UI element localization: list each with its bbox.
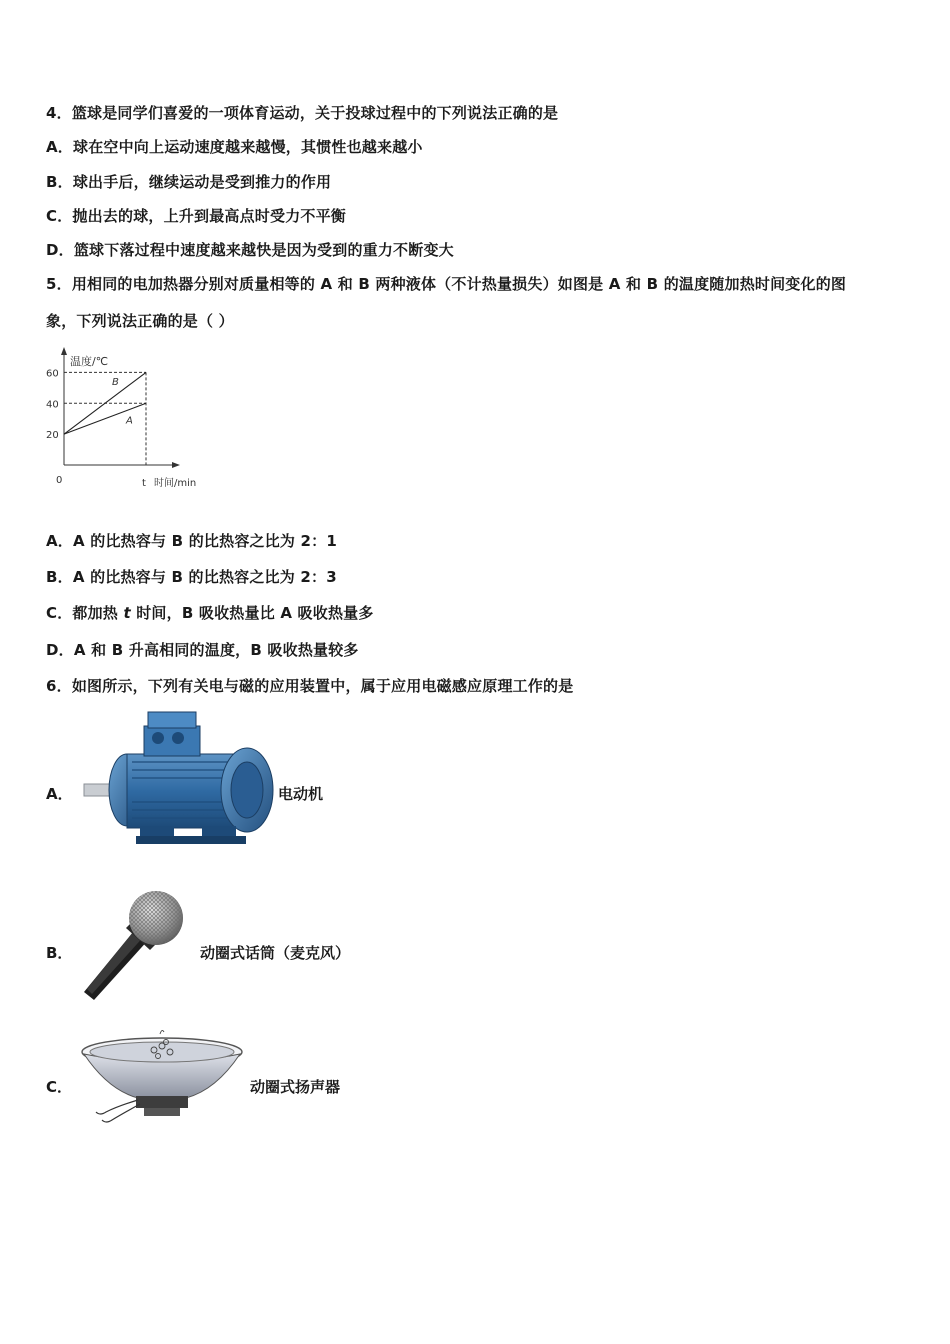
q5-option-c: [46, 602, 374, 623]
q6-option-b-label: B．: [46, 944, 73, 962]
q5-option-a: A．A 的比热容与 B 的比热容之比为 2：1: [46, 532, 338, 550]
q5-option-c-prefix: C．都加热: [46, 604, 124, 622]
q5-option-c-var: t: [123, 604, 131, 622]
speaker-icon: [78, 1020, 248, 1130]
q4-option-a: A．球在空中向上运动速度越来越慢，其惯性也越来越小: [46, 138, 423, 156]
x-tick-label: t: [142, 478, 146, 489]
q6-option-c-label: C．: [46, 1078, 73, 1096]
q6-option-a-label: A．: [46, 785, 73, 803]
q4-option-c: C．抛出去的球，上升到最高点时受力不平衡: [46, 207, 347, 225]
temperature-time-chart: [40, 345, 220, 495]
y-tick-label: 40: [46, 399, 59, 411]
q6-option-a-caption: 电动机: [278, 785, 324, 803]
q5-option-c-suffix: 时间，B 吸收热量比 A 吸收热量多: [130, 604, 374, 622]
q5-stem-line1: 5．用相同的电加热器分别对质量相等的 A 和 B 两种液体（不计热量损失）如图是 A 和 B 的温度随加热时间变化的图: [46, 275, 847, 293]
y-axis-arrow: [61, 347, 67, 355]
electric-motor-icon: [82, 708, 278, 854]
q4-option-d: D．篮球下落过程中速度越来越快是因为受到的重力不断变大: [46, 241, 454, 259]
series-label-B: B: [112, 376, 119, 388]
q6-option-b-caption: 动圈式话筒（麦克风）: [200, 944, 351, 962]
microphone-icon: [80, 888, 192, 1003]
y-tick-label: 60: [46, 368, 59, 380]
q5-stem-line2: 象，下列说法正确的是（ ）: [46, 312, 234, 330]
q6-stem: 6．如图所示，下列有关电与磁的应用装置中，属于应用电磁感应原理工作的是: [46, 677, 574, 695]
x-axis-label: 时间/min: [154, 478, 197, 489]
y-tick-label: 20: [46, 430, 59, 442]
origin-label: 0: [56, 475, 63, 486]
q4-stem: 4．篮球是同学们喜爱的一项体育运动，关于投球过程中的下列说法正确的是: [46, 104, 559, 122]
q5-option-d: D．A 和 B 升高相同的温度，B 吸收热量较多: [46, 641, 359, 659]
q6-option-c-caption: 动圈式扬声器: [250, 1078, 341, 1096]
q5-option-b: B．A 的比热容与 B 的比热容之比为 2：3: [46, 568, 337, 586]
y-axis-label: 温度/℃: [70, 355, 109, 368]
series-line-A: [64, 403, 146, 434]
x-axis-arrow: [172, 462, 180, 468]
q4-option-b: B．球出手后，继续运动是受到推力的作用: [46, 173, 332, 191]
series-label-A: A: [126, 415, 133, 427]
